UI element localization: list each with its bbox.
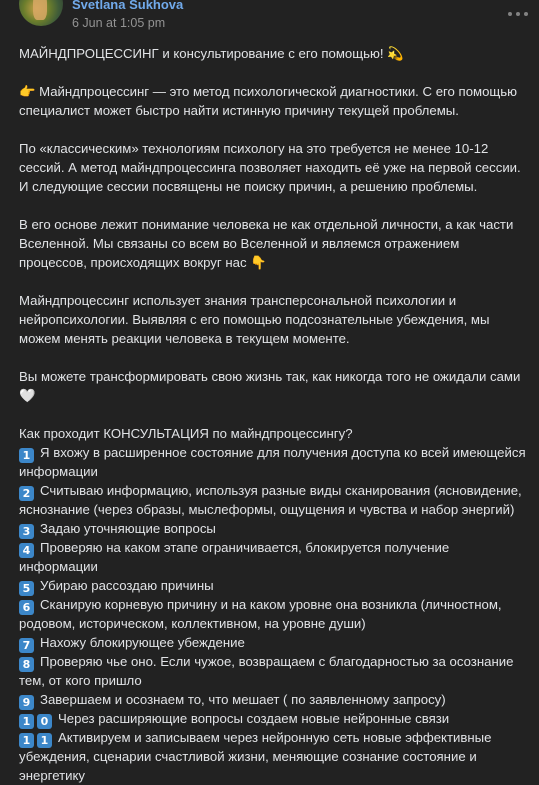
step-line	[19, 519, 531, 538]
step-number-icon	[19, 483, 36, 498]
step-line	[19, 557, 531, 576]
step-number-icon	[19, 578, 36, 593]
post-text	[19, 44, 531, 785]
post-header	[0, 0, 539, 34]
step-line	[19, 595, 531, 614]
keycap-digit: 1	[19, 714, 34, 729]
paragraph-line: В его основе лежит понимание человека не как отдельной личности, а как части	[19, 217, 514, 232]
sparkle-icon: 💫	[387, 47, 404, 62]
dot	[516, 12, 520, 16]
step-line	[19, 500, 531, 519]
keycap-digit: 1	[37, 733, 52, 748]
step-number-icon	[19, 692, 36, 707]
steps-list	[19, 443, 531, 785]
step-text: Я вхожу в расширенное состояние для получения доступа ко всей имеющейся	[40, 445, 526, 460]
keycap-digit: 1	[19, 733, 34, 748]
step-line	[19, 481, 531, 500]
step-number-icon	[19, 597, 36, 612]
paragraph-line: нейропсихологии. Выявляя с его помощью подсознательные убеждения, мы	[19, 312, 490, 327]
step-text: родовом, историческом, коллективном, на уровне души)	[19, 616, 366, 631]
step-number-icon	[19, 635, 36, 650]
paragraph-text: Майндпроцессинг — это метод психологической диагностики. С его помощью	[39, 84, 518, 99]
step-number-icon	[19, 711, 54, 726]
step-text: Завершаем и осознаем то, что мешает ( по заявленному запросу)	[40, 692, 446, 707]
heart-icon: 🤍	[19, 389, 36, 404]
paragraph-line: специалист может быстро найти истинную причину текущей проблемы.	[19, 103, 459, 118]
step-text: Сканирую корневую причину и на каком уровне она возникла (личностном,	[40, 597, 502, 612]
step-text: информации	[19, 559, 98, 574]
paragraph-line: Вы можете трансформировать свою жизнь так, как никогда того не ожидали сами	[19, 369, 521, 384]
step-line	[19, 728, 531, 747]
step-line	[19, 462, 531, 481]
paragraph-line	[19, 253, 531, 272]
dot	[508, 12, 512, 16]
step-text: Через расширяющие вопросы создаем новые нейронные связи	[58, 711, 450, 726]
paragraph-line: По «классическим» технологиям психологу на это требуется не менее 10-12	[19, 141, 489, 156]
step-text: Нахожу блокирующее убеждение	[40, 635, 245, 650]
avatar[interactable]	[19, 0, 63, 26]
paragraph-line: можем менять реакции человека в текущем моменте.	[19, 331, 350, 346]
step-line	[19, 747, 531, 766]
step-line	[19, 614, 531, 633]
step-text: Убираю рассоздаю причины	[40, 578, 214, 593]
step-number-icon	[19, 654, 36, 669]
step-number-icon	[19, 730, 54, 745]
step-number-icon	[19, 445, 36, 460]
paragraph-line: Вселенной. Мы связаны со всем во Вселенной и являемся отражением	[19, 236, 460, 251]
keycap-digit: 6	[19, 600, 34, 615]
paragraph-line	[19, 386, 531, 405]
step-line	[19, 671, 531, 690]
paragraph-line: Майндпроцессинг использует знания трансперсональной психологии и	[19, 293, 457, 308]
keycap-digit: 7	[19, 638, 34, 653]
keycap-digit: 3	[19, 524, 34, 539]
step-text: Активируем и записываем через нейронную сеть новые эффективные	[58, 730, 492, 745]
post-title: МАЙНДПРОЦЕССИНГ и консультирование с его помощью!	[19, 46, 384, 61]
paragraph-line: сессий. А метод майндпроцессинга позволяет находить её уже на первой сессии.	[19, 160, 521, 175]
step-text: Проверяю на каком этапе ограничивается, блокируется получение	[40, 540, 450, 555]
step-text: яснознание (через образы, мыслеформы, ощущения и чувства и набор энергий)	[19, 502, 515, 517]
paragraph-line	[19, 82, 531, 101]
step-line	[19, 576, 531, 595]
author-name-link[interactable]: Svetlana Sukhova	[72, 0, 184, 12]
paragraph-text: процессов, происходящих вокруг нас	[19, 255, 247, 270]
post-date-link[interactable]: 6 Jun at 1:05 pm	[72, 16, 166, 30]
step-text: Считываю информацию, используя разные виды сканирования (ясновидение,	[40, 483, 522, 498]
step-line	[19, 652, 531, 671]
keycap-digit: 5	[19, 581, 34, 596]
keycap-digit: 0	[37, 714, 52, 729]
step-line	[19, 766, 531, 785]
step-line	[19, 633, 531, 652]
keycap-digit: 1	[19, 448, 34, 463]
point-right-icon: 👉	[19, 85, 36, 100]
step-text: тем, от кого пришло	[19, 673, 142, 688]
step-text: информации	[19, 464, 98, 479]
step-line	[19, 538, 531, 557]
step-line	[19, 690, 531, 709]
step-number-icon	[19, 521, 36, 536]
step-line	[19, 709, 531, 728]
consultation-heading: Как проходит КОНСУЛЬТАЦИЯ по майндпроцессингу?	[19, 426, 353, 441]
more-options-icon[interactable]	[508, 7, 528, 21]
paragraph-line: И следующие сессии посвящены не поиску причин, а решению проблемы.	[19, 179, 478, 194]
step-text: убеждения, сценарии счастливой жизни, меняющие сознание состояние и	[19, 749, 477, 764]
keycap-digit: 8	[19, 657, 34, 672]
step-number-icon	[19, 540, 36, 555]
step-text: Задаю уточняющие вопросы	[40, 521, 216, 536]
dot	[524, 12, 528, 16]
step-text: энергетику	[19, 768, 86, 783]
keycap-digit: 9	[19, 695, 34, 710]
step-text: Проверяю чье оно. Если чужое, возвращаем с благодарностью за осознание	[40, 654, 514, 669]
post-title-line	[19, 44, 531, 63]
keycap-digit: 4	[19, 543, 34, 558]
keycap-digit: 2	[19, 486, 34, 501]
step-line	[19, 443, 531, 462]
point-down-icon: 👇	[250, 256, 267, 271]
